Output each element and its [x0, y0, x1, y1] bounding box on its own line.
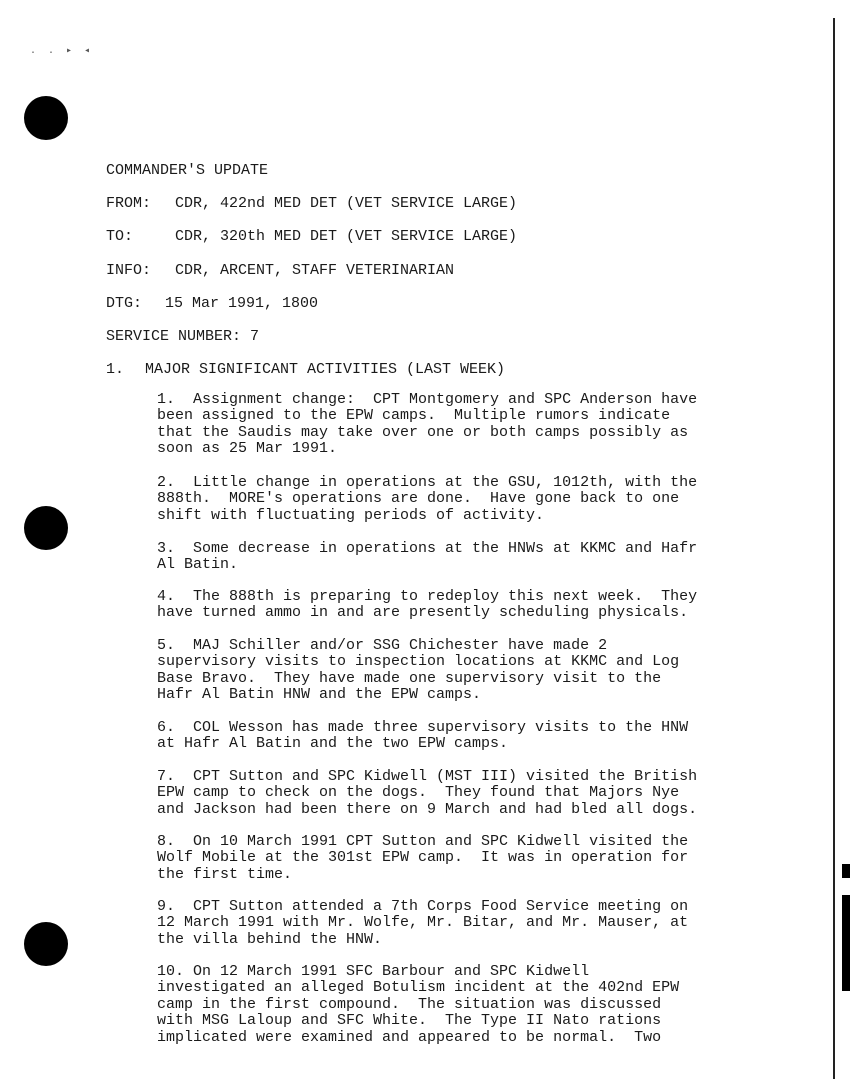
paragraph-line: the first time.	[157, 865, 293, 883]
paragraph-line: 8. On 10 March 1991 CPT Sutton and SPC Kidwell visited the	[157, 833, 689, 850]
paragraph-8	[157, 834, 688, 883]
paragraph-9	[157, 899, 688, 948]
paragraph-line: 6. COL Wesson has made three supervisory visits to the HNW	[157, 719, 689, 736]
to-label: TO:	[106, 228, 134, 245]
scan-artifact: . . ▸ ◂	[30, 46, 94, 57]
paragraph-7	[157, 769, 697, 818]
scan-edge-mark	[842, 895, 850, 991]
paragraph-line: Wolf Mobile at the 301st EPW camp. It was in operation for	[157, 849, 689, 867]
paragraph-2	[157, 475, 697, 524]
from-label: FROM:	[106, 195, 152, 212]
paragraph-line: 2. Little change in operations at the GSU, 1012th, with the	[157, 474, 698, 491]
scan-edge-line	[833, 18, 835, 1079]
paragraph-line: 5. MAJ Schiller and/or SSG Chichester have made 2	[157, 637, 608, 654]
paragraph-line: 3. Some decrease in operations at the HNWs at KKMC and Hafr	[157, 540, 698, 557]
paragraph-line: investigated an alleged Botulism incident at the 402nd EPW	[157, 979, 680, 997]
paragraph-1	[157, 392, 697, 458]
paragraph-10	[157, 964, 679, 1046]
section-heading	[106, 361, 506, 378]
paragraph-line: supervisory visits to inspection locations at KKMC and Log	[157, 653, 680, 671]
paragraph-line: soon as 25 Mar 1991.	[157, 440, 338, 458]
paragraph-line: 4. The 888th is preparing to redeploy this next week. They	[157, 588, 698, 605]
punch-hole-bottom	[24, 922, 68, 966]
from-line	[106, 195, 518, 212]
paragraph-line: 10. On 12 March 1991 SFC Barbour and SPC Kidwell	[157, 963, 590, 980]
paragraph-line: camp in the first compound. The situation was discussed	[157, 995, 662, 1013]
paragraph-line: 12 March 1991 with Mr. Wolfe, Mr. Bitar, and Mr. Mauser, at	[157, 914, 689, 932]
dtg-value: 15 Mar 1991, 1800	[165, 295, 319, 312]
paragraph-line: at Hafr Al Batin and the two EPW camps.	[157, 735, 509, 753]
paragraph-line: that the Saudis may take over one or both camps possibly as	[157, 423, 689, 441]
from-value: CDR, 422nd MED DET (VET SERVICE LARGE)	[175, 195, 518, 212]
paragraph-3	[157, 541, 697, 574]
section-title: MAJOR SIGNIFICANT ACTIVITIES (LAST WEEK)	[145, 361, 506, 378]
scan-edge-mark	[842, 864, 850, 878]
paragraph-line: Hafr Al Batin HNW and the EPW camps.	[157, 686, 482, 704]
service-number: SERVICE NUMBER: 7	[106, 328, 260, 345]
paragraph-line: have turned ammo in and are presently scheduling physicals.	[157, 604, 689, 622]
paragraph-4	[157, 589, 697, 622]
paragraph-5	[157, 638, 679, 704]
memo-title: COMMANDER'S UPDATE	[106, 162, 269, 179]
dtg-line	[106, 295, 319, 312]
punch-hole-middle	[24, 506, 68, 550]
paragraph-line: with MSG Laloup and SFC White. The Type II Nato rations	[157, 1012, 662, 1030]
to-value: CDR, 320th MED DET (VET SERVICE LARGE)	[175, 228, 518, 245]
paragraph-line: Base Bravo. They have made one supervisory visit to the	[157, 669, 662, 687]
paragraph-line: 1. Assignment change: CPT Montgomery and SPC Anderson have	[157, 391, 698, 408]
dtg-label: DTG:	[106, 295, 143, 312]
paragraph-line: 7. CPT Sutton and SPC Kidwell (MST III) visited the British	[157, 768, 698, 785]
punch-hole-top	[24, 96, 68, 140]
paragraph-line: the villa behind the HNW.	[157, 930, 383, 948]
info-line	[106, 262, 455, 279]
paragraph-line: Al Batin.	[157, 556, 239, 574]
paragraph-6	[157, 720, 688, 753]
to-line	[106, 228, 518, 245]
paragraph-line: EPW camp to check on the dogs. They found that Majors Nye	[157, 784, 680, 802]
paragraph-line: 9. CPT Sutton attended a 7th Corps Food Service meeting on	[157, 898, 689, 915]
paragraph-line: shift with fluctuating periods of activity.	[157, 506, 545, 524]
info-value: CDR, ARCENT, STAFF VETERINARIAN	[175, 262, 455, 279]
paragraph-line: 888th. MORE's operations are done. Have gone back to one	[157, 490, 680, 508]
paragraph-line: and Jackson had been there on 9 March and had bled all dogs.	[157, 800, 698, 818]
paragraph-line: been assigned to the EPW camps. Multiple rumors indicate	[157, 407, 671, 425]
paragraph-line: implicated were examined and appeared to be normal. Two	[157, 1028, 662, 1046]
section-number: 1.	[106, 361, 125, 378]
info-label: INFO:	[106, 262, 152, 279]
